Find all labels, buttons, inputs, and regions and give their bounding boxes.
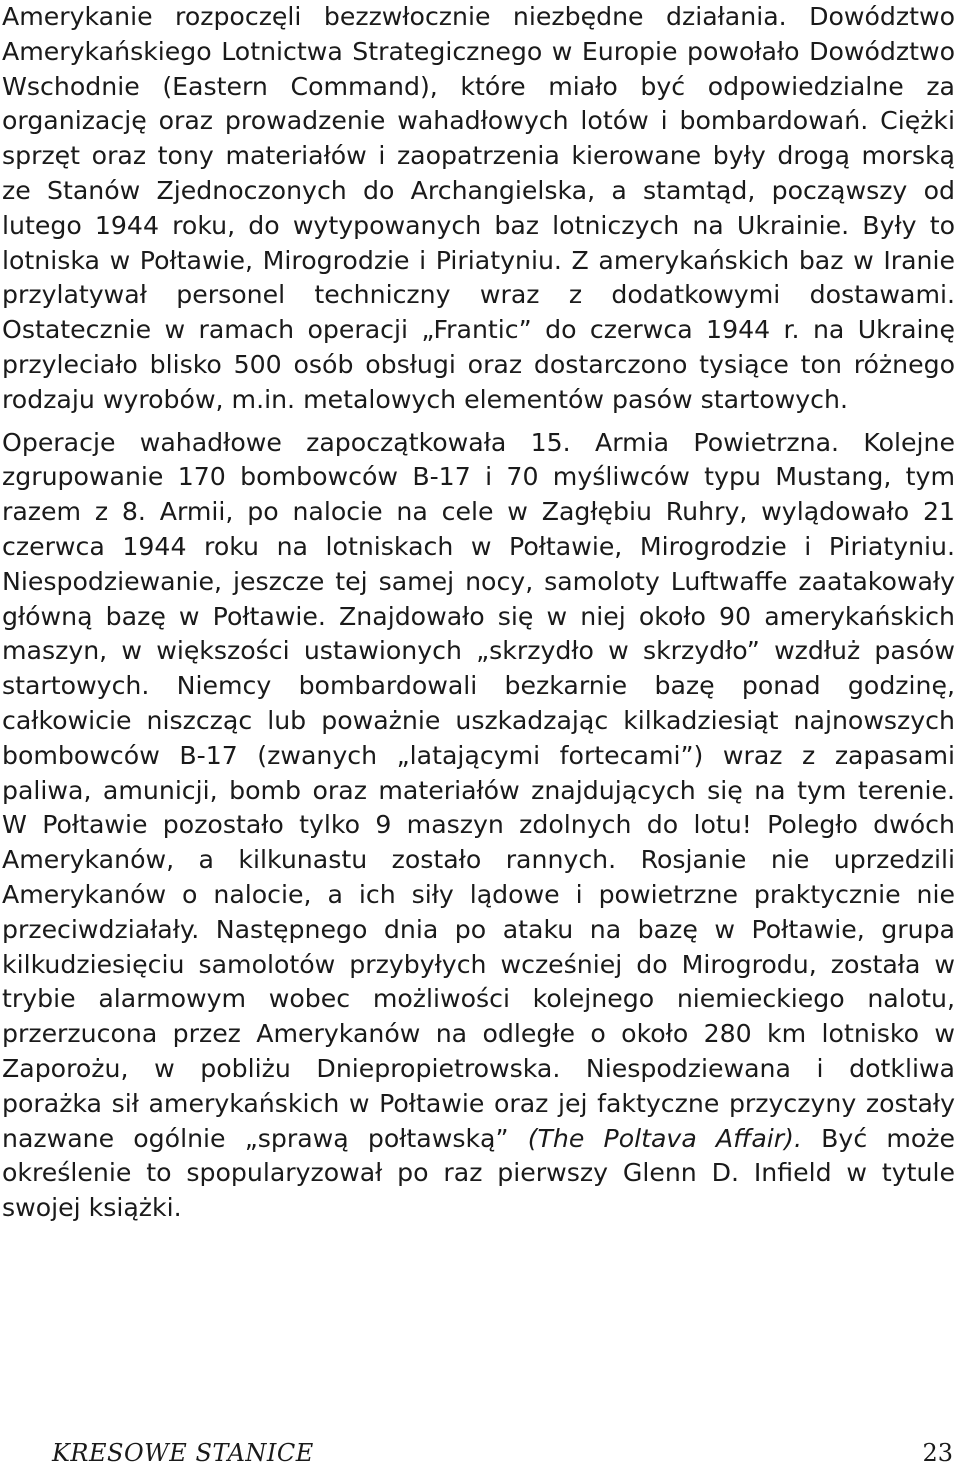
page-number: 23 bbox=[922, 1439, 953, 1467]
running-footer-title: KRESOWE STANICE bbox=[52, 1439, 314, 1467]
paragraph-2-italic-title: (The Poltava Affair). bbox=[527, 1123, 802, 1153]
page-footer bbox=[52, 1436, 953, 1470]
paragraph-1: Amerykanie rozpoczęli bezzwłocznie niezbędne działania. Dowództwo Amerykańskiego Lotnictwa Strategicznego w Europie powołało Dowództwo Wschodnie (Eastern Command), które miało być odpowiedzialne za organizację oraz prowadzenie wahadłowych lotów i bombardowań. Ciężki sprzęt oraz tony materiałów i zaopatrzenia kierowane były drogą morską ze Stanów Zjednoczonych do Archangielska, a stamtąd, począwszy od lutego 1944 roku, do wytypowanych baz lotniczych na Ukrainie. Były to lotniska w Połtawie, Mirogrodzie i Piriatyniu. Z amerykańskich baz w Iranie przylatywał personel techniczny wraz z dodatkowymi dostawami. Ostatecznie w ramach operacji „Frantic” do czerwca 1944 r. na Ukrainę przyleciało blisko 500 osób obsługi oraz dostarczono tysiące ton różnego rodzaju wyrobów, m.in. metalowych elementów pasów startowych. bbox=[2, 2, 955, 414]
paragraph-2-main: Operacje wahadłowe zapoczątkowała 15. Armia Powietrzna. Kolejne zgrupowanie 170 bombowców B-17 i 70 myśliwców typu Mustang, tym razem z 8. Armii, po nalocie na cele w Zagłębiu Ruhry, wylądowało 21 czerwca 1944 roku na lotniskach w Połtawie, Mirogrodzie i Piriatyniu. Niespodziewanie, jeszcze tej samej nocy, samoloty Luftwaffe zaatakowały główną bazę w Połtawie. Znajdowało się w niej około 90 amerykańskich maszyn, w większości ustawionych „skrzydło w skrzydło” wzdłuż pasów startowych. Niemcy bombardowali bezkarnie bazę ponad godzinę, całkowicie niszcząc lub poważnie uszkadzając kilkadziesiąt najnowszych bombowców B-17 (zwanych „latającymi fortecami”) wraz z zapasami paliwa, amunicji, bomb oraz materiałów znajdujących się na tym terenie. W Połtawie pozostało tylko 9 maszyn zdolnych do lotu! Poległo dwóch Amerykanów, a kilkunastu zostało rannych. Rosjanie nie uprzedzili Amerykanów o nalocie, a ich siły lądowe i powietrzne praktycznie nie przeciwdziałały. Następnego dnia po ataku na bazę w Połtawie, grupa kilkudziesięciu samolotów przybyłych wcześniej do Mirogrodu, została w trybie alarmowym wobec możliwości kolejnego niemieckiego nalotu, przerzucona przez Amerykanów na odległe o około 280 km lotnisko w Zaporożu, w pobliżu Dniepropietrowska. Niespodziewana i dotkliwa porażka sił amerykańskich w Połtawie oraz jej faktyczne przyczyny zostały nazwane ogólnie „sprawą połtawską” bbox=[2, 427, 955, 1153]
article-body bbox=[2, 0, 955, 1226]
paragraph-2 bbox=[2, 426, 955, 1226]
paragraph-2-tail: Być może określenie to spopularyzował po raz pierwszy Glenn D. Infield w tytule swojej książki. bbox=[2, 1123, 955, 1223]
